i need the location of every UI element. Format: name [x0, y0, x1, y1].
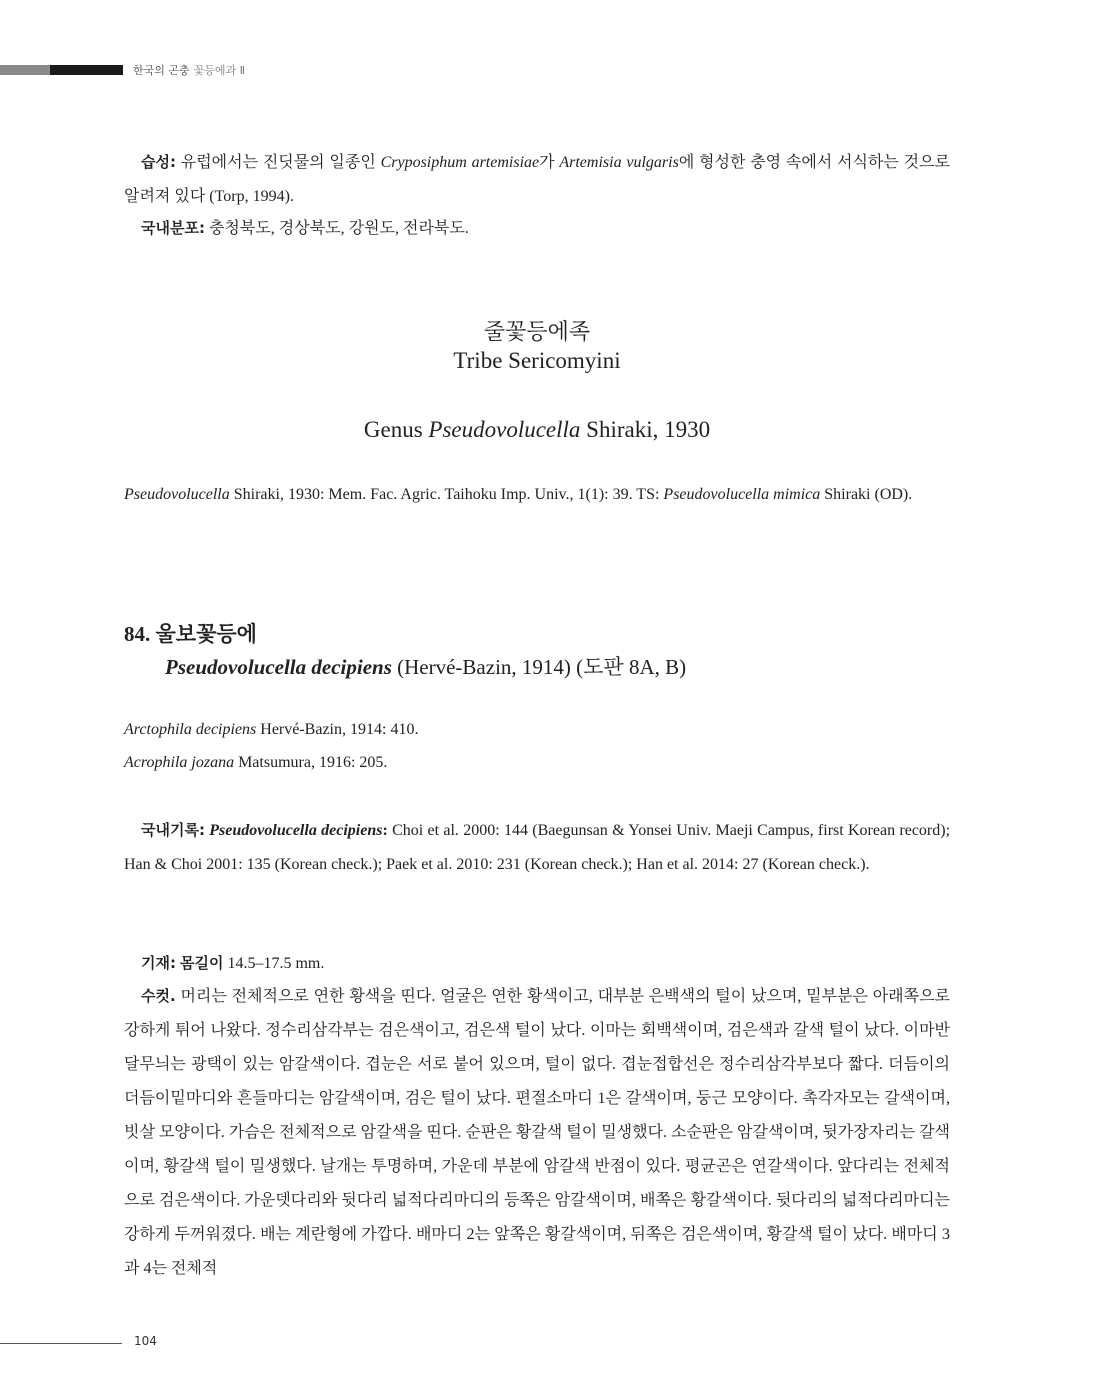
male-description-text: 머리는 전체적으로 연한 황색을 띤다. 얼굴은 연한 황색이고, 대부분 은백색의 털이 났으며, 밑부분은 아래쪽으로 강하게 튀어 나왔다. 정수리삼각부는 검은색이고, 검은색 털이 났다. 이마는 회백색이며, 검은색과 갈색 털이 났다. 이마반달무늬는 광택이 있는 암갈색이다. 겹눈은 서로 붙어 있으며, 털이 없다. 겹눈접합선은 정수리삼각부보다 짧다. 더듬이의 더듬이밑마디와 흔들마디는 암갈색이며, 검은 털이 났다. 편절소마디 1은 갈색이며, 둥근 모양이다. 촉각자모는 갈색이며, 빗살 모양이다. 가슴은 전체적으로 암갈색을 띤다. 순판은 황갈색 털이 밀생했다. 소순판은 암갈색이며, 뒷가장자리는 갈색이며, 황갈색 털이 밀생했다. 날개는 투명하며, 가운데 부분에 암갈색 반점이 있다. 평균곤은 연갈색이다. 앞다리는 전체적으로 검은색이다. 가운뎃다리와 뒷다리 넓적다리마디의 등쪽은 암갈색이며, 배쪽은 황갈색이다. 뒷다리의 넓적다리마디는 강하게 두꺼워졌다. 배는 계란형에 가깝다. 배마디 2는 앞쪽은 황갈색이며, 뒤쪽은 검은색이며, 황갈색 털이 났다. 배마디 3과 4는 전체적: [124, 988, 950, 1277]
header-bar-gray: [0, 65, 50, 75]
species-number: 84.: [124, 622, 151, 646]
book-subtitle: 꽃등에과 Ⅱ: [193, 64, 246, 77]
korean-records-colon: :: [382, 822, 388, 839]
species-scientific-line: [165, 651, 686, 681]
species-author-plate: (Hervé-Bazin, 1914) (도판 8A, B): [391, 655, 687, 679]
genus-prefix: Genus: [363, 417, 429, 442]
body-length-label: 몸길이: [179, 954, 224, 972]
genus-ref-text: Shiraki, 1930: Mem. Fac. Agric. Taihoku Imp. Univ., 1(1): 39. TS:: [229, 486, 664, 503]
habitat-text-3: 에 형성한 충영 속에서 서식하는 것으로 알려져 있다 (Torp, 1994).: [124, 154, 950, 205]
species-scientific-name: Pseudovolucella decipiens: [165, 655, 392, 679]
synonym-reference: Hervé-Bazin, 1914: 410.: [256, 721, 419, 738]
synonym-name: Arctophila decipiens: [124, 721, 257, 738]
tribe-latin-name: Tribe Sericomyini: [453, 348, 621, 373]
genus-ref-name: Pseudovolucella: [124, 486, 230, 503]
synonym-item: [124, 713, 950, 747]
running-header: [133, 62, 245, 78]
habitat-species-1: Cryposiphum artemisiae: [380, 154, 540, 171]
genus-ref-text-end: Shiraki (OD).: [820, 486, 913, 503]
synonym-name: Acrophila jozana: [124, 754, 235, 771]
korean-records-text: Choi et al. 2000: 144 (Baegunsan & Yonsei Univ. Maeji Campus, first Korean record); Han & Choi 2001: 135 (Korean check.); Paek et al. 2010: 231 (Korean check.); Han et al. 2014: 27 (Korean check.).: [124, 822, 951, 873]
distribution-label: 국내분포:: [141, 219, 205, 237]
synonym-item: [124, 746, 950, 780]
species-korean-name: 울보꽃등에: [155, 622, 257, 646]
male-description-paragraph: [124, 979, 950, 1286]
tribe-korean-name: 줄꽃등에족: [483, 320, 591, 345]
genus-name: Pseudovolucella: [428, 417, 581, 442]
male-label: 수컷.: [141, 987, 176, 1005]
footer-rule: [0, 1343, 122, 1344]
genus-heading: [124, 417, 950, 443]
korean-records-paragraph: [124, 813, 950, 882]
habitat-species-2: Artemisia vulgaris: [559, 154, 679, 171]
korean-records-species: Pseudovolucella decipiens: [209, 822, 383, 839]
book-title: 한국의 곤충: [133, 64, 190, 77]
page-number: 104: [134, 1334, 157, 1348]
habitat-text-1: 유럽에서는 진딧물의 일종인: [175, 154, 381, 171]
korean-records-label: 국내기록:: [141, 821, 205, 839]
genus-ref-type-species: Pseudovolucella mimica: [663, 486, 821, 503]
distribution-text: 충청북도, 경상북도, 강원도, 전라북도.: [204, 220, 469, 237]
distribution-paragraph: [124, 211, 950, 246]
species-heading: [124, 618, 257, 648]
body-length-value: 14.5–17.5 mm.: [223, 955, 325, 972]
synonym-reference: Matsumura, 1916: 205.: [234, 754, 388, 771]
header-bar-black: [50, 65, 123, 75]
description-body-length: [124, 946, 950, 981]
genus-author: Shiraki, 1930: [580, 417, 711, 442]
genus-reference: [124, 478, 967, 512]
habitat-label: 습성:: [141, 153, 176, 171]
habitat-text-2: 가: [539, 154, 560, 171]
description-label: 기재:: [141, 954, 176, 972]
habitat-paragraph: [124, 145, 950, 214]
